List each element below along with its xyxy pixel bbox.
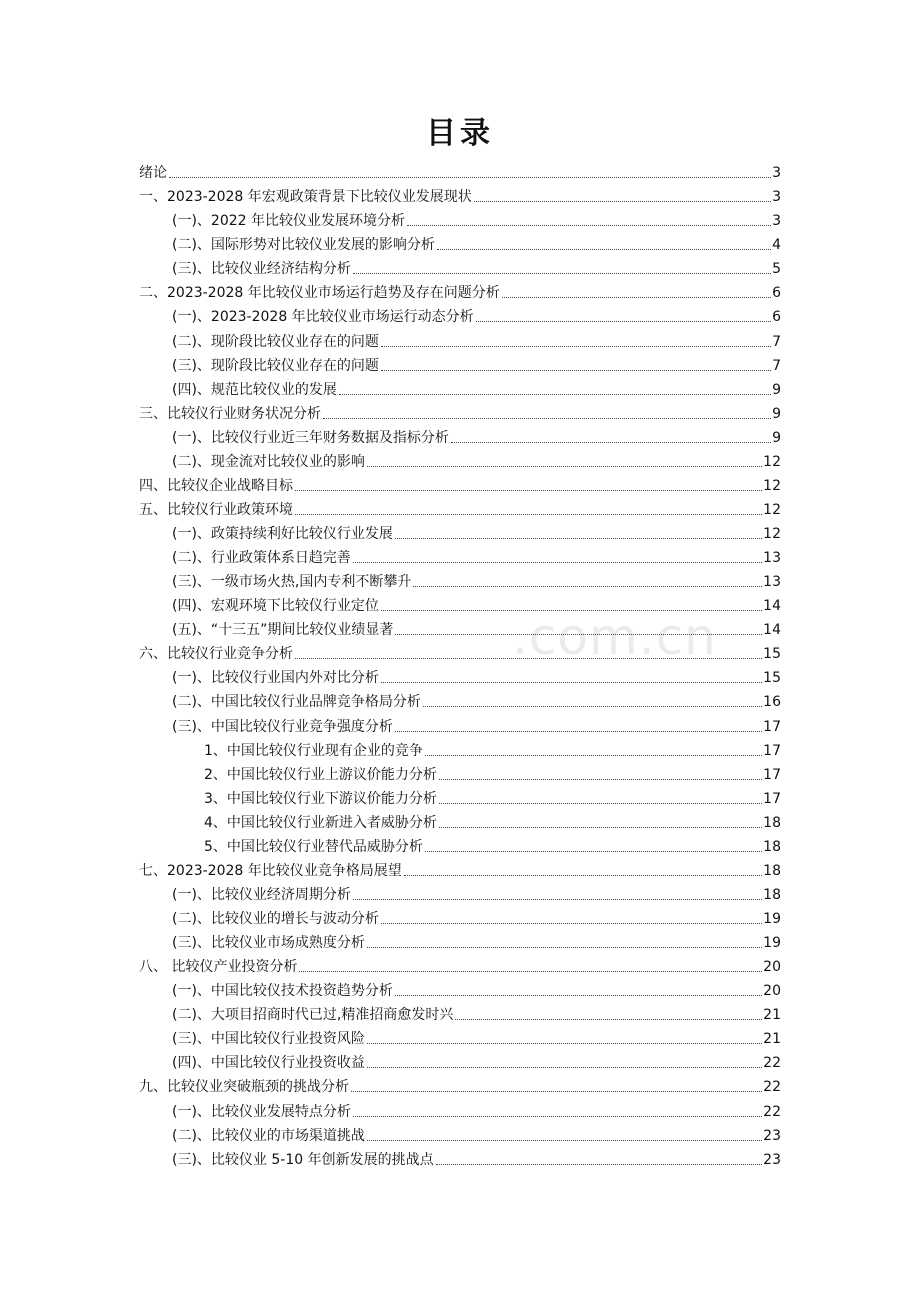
toc-entry-page-number: 7: [772, 357, 781, 374]
toc-entry-label: 1、中国比较仪行业现有企业的竞争: [204, 742, 423, 759]
table-of-contents: [139, 158, 781, 1169]
toc-entry-label: (二)、比较仪业的增长与波动分析: [172, 911, 379, 927]
toc-entry-page-number: 19: [763, 911, 781, 927]
toc-entry-label: 八、 比较仪产业投资分析: [139, 959, 298, 976]
toc-dot-leader: [323, 418, 771, 419]
toc-dot-leader: [474, 201, 771, 202]
toc-entry-label: (二)、比较仪业的市场渠道挑战: [172, 1127, 365, 1144]
toc-entry[interactable]: [139, 976, 781, 1000]
toc-entry[interactable]: [139, 808, 781, 832]
toc-entry-page-number: 18: [763, 814, 781, 831]
toc-entry[interactable]: [139, 1121, 781, 1145]
toc-entry-label: (一)、2023-2028 年比较仪业市场运行动态分析: [172, 309, 474, 326]
toc-entry[interactable]: [139, 399, 781, 423]
toc-entry-page-number: 5: [772, 261, 781, 278]
toc-dot-leader: [404, 875, 762, 876]
toc-dot-leader: [295, 490, 762, 491]
toc-entry-page-number: 3: [772, 165, 781, 182]
toc-entry[interactable]: [139, 254, 781, 278]
toc-dot-leader: [423, 706, 762, 707]
toc-entry-page-number: 6: [772, 285, 781, 302]
toc-dot-leader: [437, 249, 771, 250]
toc-entry-page-number: 9: [772, 429, 781, 446]
toc-entry[interactable]: [139, 1000, 781, 1024]
toc-entry[interactable]: [139, 663, 781, 687]
toc-entry-page-number: 3: [772, 213, 781, 230]
toc-dot-leader: [381, 346, 771, 347]
toc-dot-leader: [381, 682, 762, 683]
toc-entry-label: 二、2023-2028 年比较仪业市场运行趋势及存在问题分析: [139, 285, 500, 302]
toc-entry-label: (一)、比较仪行业近三年财务数据及指标分析: [172, 429, 449, 446]
toc-entry-label: (三)、中国比较仪行业投资风险: [172, 1031, 365, 1048]
toc-entry[interactable]: [139, 591, 781, 615]
toc-entry-label: (二)、中国比较仪行业品牌竞争格局分析: [172, 694, 421, 711]
toc-dot-leader: [367, 1140, 762, 1141]
toc-entry-label: (二)、国际形势对比较仪业发展的影响分析: [172, 237, 435, 254]
toc-dot-leader: [455, 1019, 762, 1020]
toc-entry-page-number: 12: [763, 477, 781, 494]
toc-dot-leader: [439, 827, 762, 828]
toc-entry[interactable]: [139, 760, 781, 784]
toc-entry-page-number: 6: [772, 309, 781, 326]
toc-entry-label: 三、比较仪行业财务状况分析: [139, 405, 321, 422]
toc-entry-page-number: 9: [772, 381, 781, 398]
toc-entry-label: 2、中国比较仪行业上游议价能力分析: [204, 766, 437, 783]
toc-entry[interactable]: [139, 471, 781, 495]
toc-entry[interactable]: [139, 736, 781, 760]
toc-entry[interactable]: [139, 543, 781, 567]
toc-dot-leader: [451, 442, 771, 443]
toc-entry-label: (二)、现金流对比较仪业的影响: [172, 453, 365, 470]
toc-entry[interactable]: [139, 230, 781, 254]
toc-dot-leader: [367, 1067, 762, 1068]
toc-entry-label: (四)、中国比较仪行业投资收益: [172, 1055, 365, 1072]
toc-entry-label: (一)、政策持续利好比较仪行业发展: [172, 526, 393, 542]
toc-dot-leader: [367, 947, 762, 948]
toc-entry-label: (一)、比较仪行业国内外对比分析: [172, 670, 379, 687]
toc-entry-page-number: 22: [763, 1055, 781, 1072]
toc-dot-leader: [425, 851, 762, 852]
toc-entry[interactable]: [139, 278, 781, 302]
toc-entry-page-number: 22: [763, 1079, 781, 1096]
toc-dot-leader: [425, 755, 762, 756]
toc-entry[interactable]: [139, 182, 781, 206]
toc-entry[interactable]: [139, 158, 781, 182]
toc-entry[interactable]: [139, 351, 781, 375]
toc-entry-page-number: 7: [772, 333, 781, 350]
toc-entry[interactable]: [139, 302, 781, 326]
toc-entry[interactable]: [139, 1072, 781, 1096]
toc-entry-label: 六、比较仪行业竞争分析: [139, 646, 293, 663]
toc-entry-label: 一、2023-2028 年宏观政策背景下比较仪业发展现状: [139, 189, 472, 206]
toc-entry-label: (四)、宏观环境下比较仪行业定位: [172, 598, 379, 615]
toc-entry[interactable]: [139, 423, 781, 447]
toc-entry-label: 五、比较仪行业政策环境: [139, 501, 293, 518]
toc-entry-page-number: 20: [763, 959, 781, 976]
toc-entry[interactable]: [139, 856, 781, 880]
watermark-text: .com.cn: [512, 608, 717, 666]
toc-entry-page-number: 17: [763, 790, 781, 807]
toc-dot-leader: [395, 538, 762, 539]
page-title: 目录: [426, 116, 494, 151]
toc-entry-label: 5、中国比较仪行业替代品威胁分析: [204, 838, 423, 855]
toc-dot-leader: [351, 1091, 762, 1092]
toc-entry[interactable]: [139, 904, 781, 928]
toc-entry-page-number: 21: [763, 1007, 781, 1024]
toc-entry[interactable]: [139, 832, 781, 856]
toc-dot-leader: [381, 610, 762, 611]
toc-entry[interactable]: [139, 375, 781, 399]
toc-dot-leader: [439, 803, 762, 804]
toc-dot-leader: [395, 731, 762, 732]
toc-dot-leader: [439, 779, 762, 780]
toc-entry[interactable]: [139, 206, 781, 230]
toc-entry-page-number: 12: [763, 501, 781, 518]
toc-entry-page-number: 4: [772, 237, 781, 254]
toc-dot-leader: [299, 971, 762, 972]
toc-dot-leader: [367, 1043, 762, 1044]
toc-entry[interactable]: [139, 880, 781, 904]
toc-entry-label: 4、中国比较仪行业新进入者威胁分析: [204, 814, 437, 831]
toc-entry-page-number: 3: [772, 189, 781, 206]
toc-entry-page-number: 23: [763, 1127, 781, 1144]
toc-entry-label: 绪论: [139, 165, 167, 182]
toc-dot-leader: [502, 297, 771, 298]
toc-entry-page-number: 17: [763, 766, 781, 783]
toc-entry-page-number: 22: [763, 1103, 781, 1120]
toc-entry-page-number: 13: [763, 550, 781, 567]
toc-entry-page-number: 12: [763, 526, 781, 542]
toc-entry-page-number: 14: [763, 598, 781, 615]
toc-dot-leader: [395, 634, 762, 635]
toc-entry[interactable]: [139, 1096, 781, 1120]
toc-dot-leader: [381, 370, 771, 371]
toc-entry-page-number: 15: [763, 670, 781, 687]
toc-entry-page-number: 18: [763, 886, 781, 903]
toc-entry-page-number: 12: [763, 453, 781, 470]
toc-dot-leader: [367, 466, 762, 467]
toc-entry[interactable]: [139, 447, 781, 471]
toc-entry-label: (三)、中国比较仪行业竞争强度分析: [172, 718, 393, 735]
toc-entry-label: (一)、2022 年比较仪业发展环境分析: [172, 213, 406, 230]
toc-entry-label: 四、比较仪企业战略目标: [139, 477, 293, 494]
toc-entry[interactable]: [139, 615, 781, 639]
toc-dot-leader: [169, 177, 771, 178]
toc-entry-page-number: 18: [763, 862, 781, 879]
toc-entry-page-number: 13: [763, 574, 781, 591]
toc-entry-page-number: 14: [763, 622, 781, 639]
toc-entry-label: (三)、现阶段比较仪业存在的问题: [172, 357, 379, 374]
toc-entry-label: (三)、比较仪业市场成熟度分析: [172, 935, 365, 952]
toc-entry-page-number: 16: [763, 694, 781, 711]
toc-entry-label: (一)、比较仪业经济周期分析: [172, 886, 351, 903]
toc-entry-label: (四)、规范比较仪业的发展: [172, 381, 337, 398]
toc-entry-label: (一)、中国比较仪技术投资趋势分析: [172, 983, 393, 1000]
toc-entry[interactable]: [139, 952, 781, 976]
toc-entry[interactable]: [139, 784, 781, 808]
toc-entry[interactable]: [139, 687, 781, 711]
toc-entry-label: 七、2023-2028 年比较仪业竞争格局展望: [139, 862, 402, 879]
toc-dot-leader: [353, 273, 771, 274]
toc-entry-label: (二)、现阶段比较仪业存在的问题: [172, 333, 379, 350]
toc-entry[interactable]: [139, 711, 781, 735]
toc-dot-leader: [476, 321, 771, 322]
toc-dot-leader: [413, 586, 762, 587]
toc-entry[interactable]: [139, 639, 781, 663]
toc-dot-leader: [339, 394, 771, 395]
toc-dot-leader: [295, 514, 762, 515]
toc-dot-leader: [395, 995, 762, 996]
toc-entry[interactable]: [139, 567, 781, 591]
toc-entry-page-number: 9: [772, 405, 781, 422]
toc-dot-leader: [353, 562, 762, 563]
toc-entry-page-number: 20: [763, 983, 781, 1000]
toc-entry-page-number: 17: [763, 718, 781, 735]
toc-dot-leader: [436, 1164, 763, 1165]
toc-dot-leader: [353, 1116, 762, 1117]
toc-entry-page-number: 18: [763, 838, 781, 855]
toc-entry-label: (二)、大项目招商时代已过,精准招商愈发时兴: [172, 1007, 454, 1024]
toc-entry-label: (一)、比较仪业发展特点分析: [172, 1103, 351, 1120]
toc-entry-page-number: 23: [763, 1151, 781, 1168]
toc-entry[interactable]: [139, 1145, 781, 1169]
toc-entry[interactable]: [139, 495, 781, 519]
toc-entry-page-number: 21: [763, 1031, 781, 1048]
toc-entry-label: (二)、行业政策体系日趋完善: [172, 550, 351, 567]
toc-entry-label: (三)、比较仪业经济结构分析: [172, 261, 351, 278]
toc-entry-label: 九、比较仪业突破瓶颈的挑战分析: [139, 1079, 349, 1096]
toc-entry[interactable]: [139, 928, 781, 952]
toc-entry[interactable]: [139, 519, 781, 543]
toc-entry-page-number: 15: [763, 646, 781, 663]
toc-dot-leader: [407, 225, 771, 226]
toc-dot-leader: [353, 899, 762, 900]
toc-entry-label: (三)、比较仪业 5-10 年创新发展的挑战点: [172, 1151, 434, 1168]
toc-dot-leader: [295, 658, 762, 659]
toc-entry-page-number: 17: [763, 742, 781, 759]
toc-entry[interactable]: [139, 326, 781, 350]
toc-entry-page-number: 19: [763, 935, 781, 952]
toc-entry-label: (五)、“十三五”期间比较仪业绩显著: [172, 622, 394, 639]
toc-entry[interactable]: [139, 1024, 781, 1048]
toc-entry[interactable]: [139, 1048, 781, 1072]
toc-dot-leader: [381, 923, 762, 924]
toc-entry-label: 3、中国比较仪行业下游议价能力分析: [204, 790, 437, 807]
toc-entry-label: (三)、一级市场火热,国内专利不断攀升: [172, 574, 412, 591]
